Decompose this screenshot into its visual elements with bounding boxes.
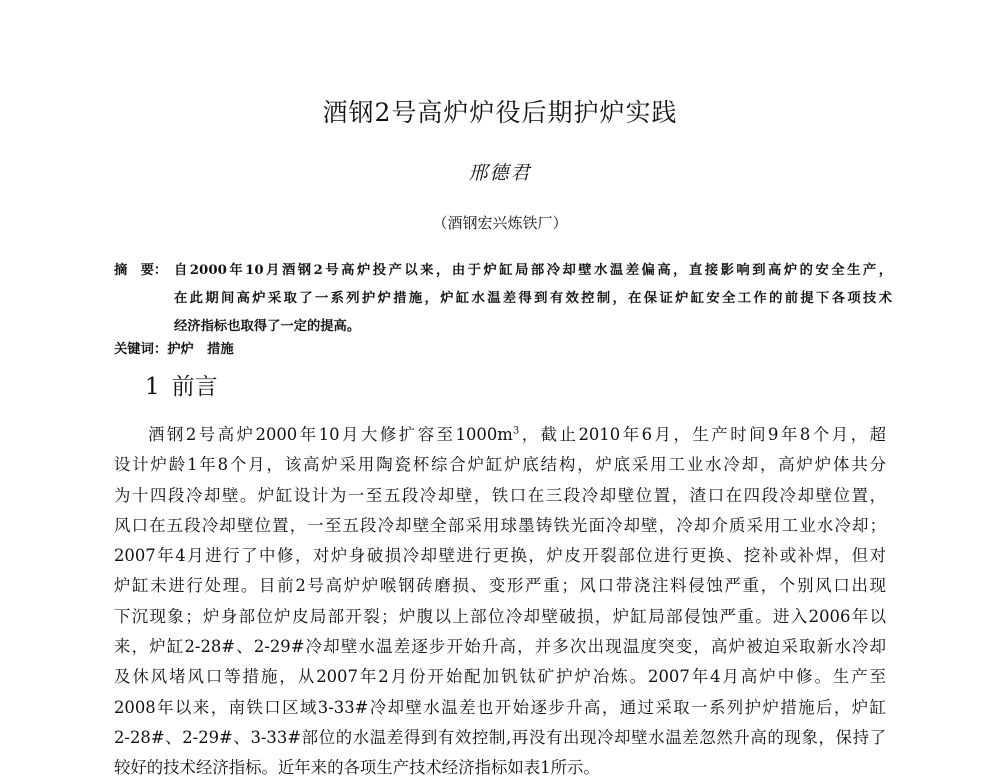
section-title: 前言 [171,374,218,400]
body-line: 下沉现象；炉身部位炉皮局部开裂；炉腹以上部位冷却壁破损，炉缸局部侵蚀严重。进入2006年以 [114,606,886,626]
body-line: 2008年以来，南铁口区域3-33#冷却壁水温差也开始逐步升高，通过采取一系列护炉措施后，炉缸 [114,697,886,717]
author-name: 邢德君 [468,162,532,184]
body-line-text: 酒钢2号高炉2000年10月大修扩容至1000m [148,425,513,444]
abstract-body [174,257,892,341]
body-line: 2007年4月进行了中修，对炉身破损冷却壁进行更换，炉皮开裂部位进行更换、挖补或补焊，但对 [114,546,886,566]
abstract-line: 自2000年10月酒钢2号高炉投产以来，由于炉缸局部冷却壁水温差偏高，直接影响到高炉的安全生产， [174,263,892,278]
keywords-value: 护炉 措施 [167,342,234,357]
body-paragraph [114,420,886,784]
abstract-line: 经济指标也取得了一定的提高。 [174,319,361,334]
section-heading [145,370,218,404]
paper-title: 酒钢2号高炉炉役后期护炉实践 [322,98,678,127]
body-line: 及休风堵风口等措施，从2007年2月份开始配加钒钛矿护炉冶炼。2007年4月高炉中修。生产至 [114,667,886,687]
body-line: 风口在五段冷却壁位置，一至五段冷却壁全部采用球墨铸铁光面冷却壁，冷却介质采用工业水冷却； [114,515,886,535]
section-number: 1 [145,374,160,400]
body-line: 设计炉龄1年8个月，该高炉采用陶瓷杯综合炉缸炉底结构，炉底采用工业水冷却，高炉炉体共分 [114,455,886,475]
body-line: 炉缸未进行处理。目前2号高炉炉喉钢砖磨损、变形严重；风口带浇注料侵蚀严重，个别风口出现 [114,576,886,596]
body-line: 为十四段冷却壁。炉缸设计为一至五段冷却壁，铁口在三段冷却壁位置，渣口在四段冷却壁位置， [114,485,886,505]
body-line-text: ，截止2010年6月，生产时间9年8个月，超 [519,425,886,444]
author-affiliation: （酒钢宏兴炼铁厂） [432,214,568,232]
abstract-label: 摘 要： [114,263,168,278]
body-line: 来，炉缸2-28#、2-29#冷却壁水温差逐步开始升高，并多次出现温度突变，高炉被迫采取新水冷却 [114,637,886,657]
superscript: 3 [512,425,520,437]
keywords-label: 关键词： [114,342,168,357]
body-line: 较好的技术经济指标。近年来的各项生产技术经济指标如表1所示。 [114,758,600,778]
body-line [114,420,886,450]
body-line: 2-28#、2-29#、3-33#部位的水温差得到有效控制,再没有出现冷却壁水温差忽然升高的现象，保持了 [114,727,886,747]
abstract-line: 在此期间高炉采取了一系列护炉措施，炉缸水温差得到有效控制，在保证炉缸安全工作的前提下各项技术 [174,291,892,306]
keywords [114,336,234,364]
